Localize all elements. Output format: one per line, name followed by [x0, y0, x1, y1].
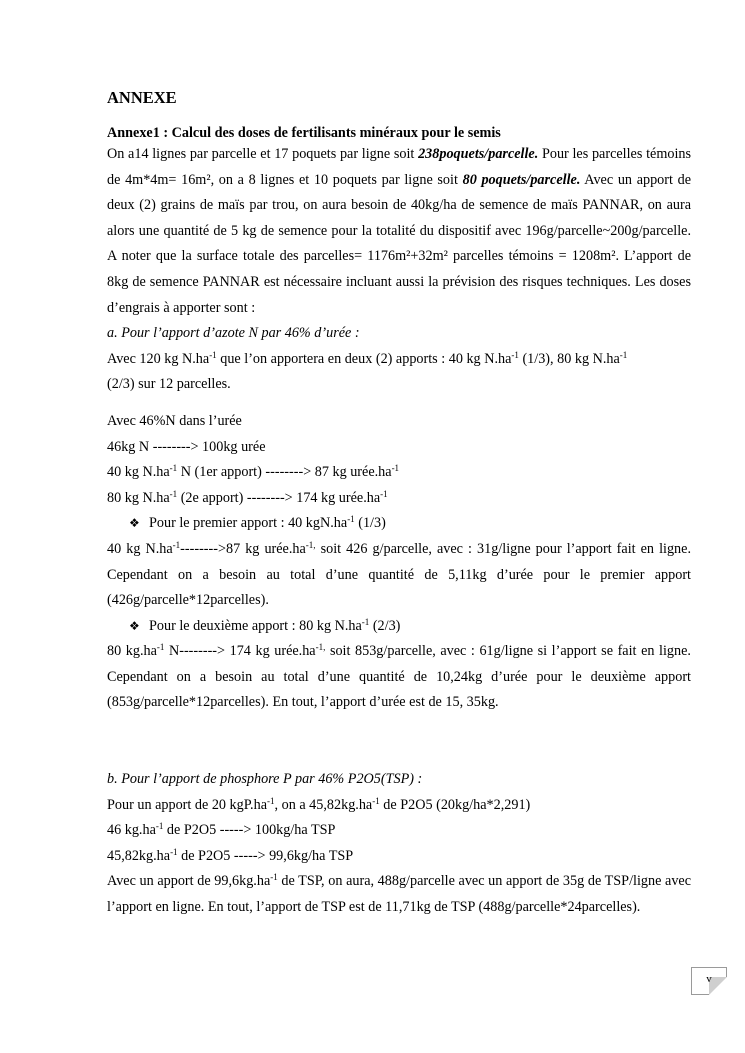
section-a-line-2: (2/3) sur 12 parcelles. — [107, 376, 231, 393]
uree-ratio-line: Avec 46%N dans l’urée — [107, 412, 242, 429]
page-number-badge — [691, 967, 727, 995]
conversion-line-1: 46kg N --------> 100kg urée — [107, 438, 266, 455]
annex-title: ANNEXE — [107, 88, 177, 107]
phosphore-line-2: 46 $kg.ha^{-1}$ de P2O5 -----> 100kg/ha TSP — [107, 821, 336, 839]
intro-paragraph: On a14 lignes par parcelle et 17 poquets par ligne soit 238poquets/parcelle. Pour les parcelles témoins de 4m*4m= 16m², on a 8 lignes et 10 poquets par ligne soit 80 poquets/parcelle. Avec un apport de deux (2) grains de maïs par trou, on aura besoin de 40kg/ha de semence de maïs PANNAR, on aura alors une quantité de 5 kg de semence pour la totalité du dispositif avec 196g/parcelle~200g/parcelle. A noter que la surface totale des parcelles= 1176m²+32m² parcelles témoins = 1208m². L’apport de 8kg de semence PANNAR est nécessaire incluant aussi la prévision des risques techniques. Les doses d’engrais à apporter sont : — [107, 146, 692, 316]
bullet-deuxieme-apport: ❖ Pour le deuxième apport : 80 kg $N.ha^{-1}$ (2/3) — [107, 614, 691, 640]
poquets-temoins-count: 80 poquets/parcelle. — [462, 171, 581, 188]
page-number: v — [706, 973, 712, 985]
premier-apport-paragraph: 40 kg $N.ha^{-1}-------->87$ kg $urée.ha^{-1,}$ soit 426 g/parcelle, avec : 31g/ligne pour l’apport fait en ligne. Cependant on a besoin au total d’une quantité de 5,11kg d’urée pour le premier apport (426g/parcelle*12parcelles). — [107, 539, 691, 609]
poquets-count: 238poquets/parcelle. — [418, 146, 539, 162]
conversion-line-2: 40 kg $N.ha^{-1}$ N (1er apport) --------> 87 kg $urée.ha^{-1}$ — [107, 463, 400, 481]
document-page — [107, 88, 691, 921]
diamond-bullet-icon: ❖ — [129, 618, 140, 633]
tsp-paragraph: Avec un apport de $99,6kg.ha^{-1}$ de TSP, on aura, 488g/parcelle avec un apport de 35g de TSP/ligne avec l’apport en ligne. En tout, l’apport de TSP est de 11,71kg de TSP (488g/parcelle*24parcelles). — [107, 872, 692, 916]
deuxieme-apport-paragraph: 80 $kg.ha^{-1}$ N--------> 174 kg $urée.ha^{-1,}$ soit 853g/parcelle, avec : 61g/ligne si l’apport se fait en ligne. Cependant on a besoin au total d’une quantité de 10,24kg d’urée pour le deuxième apport (853g/parcelle*12parcelles). En tout, l’apport d’urée est de 15, 35kg. — [107, 642, 691, 711]
section-a-line-1: Avec 120 kg $N.ha^{-1}$ que l’on apportera en deux (2) apports : 40 kg $N.ha^{-1}$ (1/3), 80 kg $N.ha^{-1}$ — [107, 349, 628, 367]
phosphore-line-1: Pour un apport de 20 $kgP.ha^{-1}$, on a $45,82kg.ha^{-1}$ de P2O5 (20kg/ha*2,291) — [107, 795, 531, 813]
section-a-heading: a. Pour l’apport d’azote N par 46% d’urée : — [107, 325, 360, 342]
diamond-bullet-icon: ❖ — [129, 516, 140, 531]
phosphore-line-3: $45,82kg.ha^{-1}$ de P2O5 -----> 99,6kg/ha TSP — [107, 846, 354, 864]
conversion-line-3: 80 kg $N.ha^{-1}$ (2e apport) --------> 174 kg $urée.ha^{-1}$ — [107, 488, 388, 506]
bullet-premier-apport: ❖ Pour le premier apport : 40 $kgN.ha^{-1}$ (1/3) — [107, 511, 691, 537]
annex-subtitle: Annexe1 : Calcul des doses de fertilisants minéraux pour le semis — [107, 125, 501, 141]
section-b-heading: b. Pour l’apport de phosphore P par 46% P2O5(TSP) : — [107, 771, 423, 788]
